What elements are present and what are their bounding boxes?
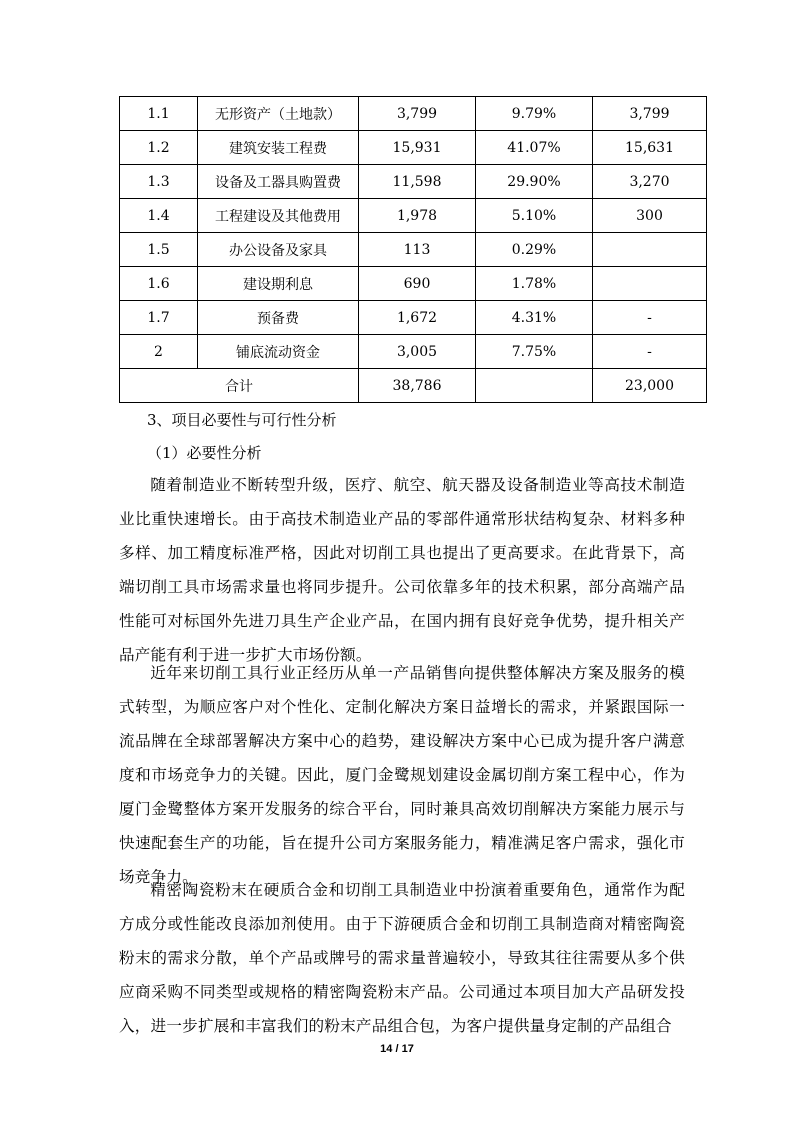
table-row xyxy=(120,131,707,165)
paragraph-3: 精密陶瓷粉末在硬质合金和切削工具制造业中扮演着重要角色，通常作为配方成分或性能改良添加剂使用。由于下游硬质合金和切削工具制造商对精密陶瓷粉末的需求分散，单个产品或牌号的需求量普遍较小，导致其往往需要从多个供应商采购不同类型或规格的精密陶瓷粉末产品。公司通过本项目加大产品研发投入，进一步扩展和丰富我们的粉末产品组合包，为客户提供量身定制的产品组合 xyxy=(119,881,685,1035)
row-number: 1.3 xyxy=(120,165,198,199)
row-number: 2 xyxy=(120,335,198,369)
paragraph-1: 随着制造业不断转型升级，医疗、航空、航天器及设备制造业等高技术制造业比重快速增长。由于高技术制造业产品的零部件通常形状结构复杂、材料多种多样、加工精度标准严格，因此对切削工具也提出了更高要求。在此背景下，高端切削工具市场需求量也将同步提升。公司依靠多年的技术积累，部分高端产品性能可对标国外先进刀具生产企业产品，在国内拥有良好竞争优势，提升相关产品产能有利于进一步扩大市场份额。 xyxy=(119,476,685,664)
section-subheading: （1）必要性分析 xyxy=(147,444,262,462)
table-row xyxy=(120,233,707,267)
section-heading: 3、项目必要性与可行性分析 xyxy=(147,411,337,429)
investment-amount: 3,005 xyxy=(359,335,476,369)
table-row xyxy=(120,165,707,199)
table-row xyxy=(120,97,707,131)
total-raised: 23,000 xyxy=(593,369,707,403)
investment-percent: 9.79% xyxy=(476,97,593,131)
table-row xyxy=(120,267,707,301)
investment-table xyxy=(119,96,707,403)
investment-amount: 1,978 xyxy=(359,199,476,233)
row-number: 1.6 xyxy=(120,267,198,301)
table-row xyxy=(120,199,707,233)
item-name: 办公设备及家具 xyxy=(198,233,359,267)
raised-funds: - xyxy=(593,335,707,369)
table-row xyxy=(120,335,707,369)
investment-amount: 15,931 xyxy=(359,131,476,165)
raised-funds: 3,799 xyxy=(593,97,707,131)
investment-amount: 690 xyxy=(359,267,476,301)
investment-amount: 11,598 xyxy=(359,165,476,199)
item-name: 预备费 xyxy=(198,301,359,335)
total-amount: 38,786 xyxy=(359,369,476,403)
investment-amount: 113 xyxy=(359,233,476,267)
investment-percent: 1.78% xyxy=(476,267,593,301)
investment-amount: 3,799 xyxy=(359,97,476,131)
investment-percent: 29.90% xyxy=(476,165,593,199)
item-name: 铺底流动资金 xyxy=(198,335,359,369)
item-name: 建设期利息 xyxy=(198,267,359,301)
row-number: 1.5 xyxy=(120,233,198,267)
raised-funds xyxy=(593,267,707,301)
investment-percent: 7.75% xyxy=(476,335,593,369)
raised-funds xyxy=(593,233,707,267)
table-row xyxy=(120,301,707,335)
raised-funds: 3,270 xyxy=(593,165,707,199)
row-number: 1.7 xyxy=(120,301,198,335)
total-percent xyxy=(476,369,593,403)
page-number: 14 / 17 xyxy=(380,1043,414,1055)
item-name: 无形资产（土地款） xyxy=(198,97,359,131)
investment-percent: 41.07% xyxy=(476,131,593,165)
item-name: 工程建设及其他费用 xyxy=(198,199,359,233)
investment-amount: 1,672 xyxy=(359,301,476,335)
item-name: 设备及工器具购置费 xyxy=(198,165,359,199)
investment-percent: 5.10% xyxy=(476,199,593,233)
item-name: 建筑安装工程费 xyxy=(198,131,359,165)
row-number: 1.4 xyxy=(120,199,198,233)
total-label: 合计 xyxy=(120,369,359,403)
raised-funds: 300 xyxy=(593,199,707,233)
raised-funds: 15,631 xyxy=(593,131,707,165)
table-total-row xyxy=(120,369,707,403)
investment-percent: 4.31% xyxy=(476,301,593,335)
raised-funds: - xyxy=(593,301,707,335)
row-number: 1.2 xyxy=(120,131,198,165)
investment-percent: 0.29% xyxy=(476,233,593,267)
paragraph-2: 近年来切削工具行业正经历从单一产品销售向提供整体解决方案及服务的模式转型，为顺应客户对个性化、定制化解决方案日益增长的需求，并紧跟国际一流品牌在全球部署解决方案中心的趋势，建设解决方案中心已成为提升客户满意度和市场竞争力的关键。因此，厦门金鹭规划建设金属切削方案工程中心，作为厦门金鹭整体方案开发服务的综合平台，同时兼具高效切削解决方案能力展示与快速配套生产的功能，旨在提升公司方案服务能力，精准满足客户需求，强化市场竞争力。 xyxy=(119,664,685,886)
row-number: 1.1 xyxy=(120,97,198,131)
